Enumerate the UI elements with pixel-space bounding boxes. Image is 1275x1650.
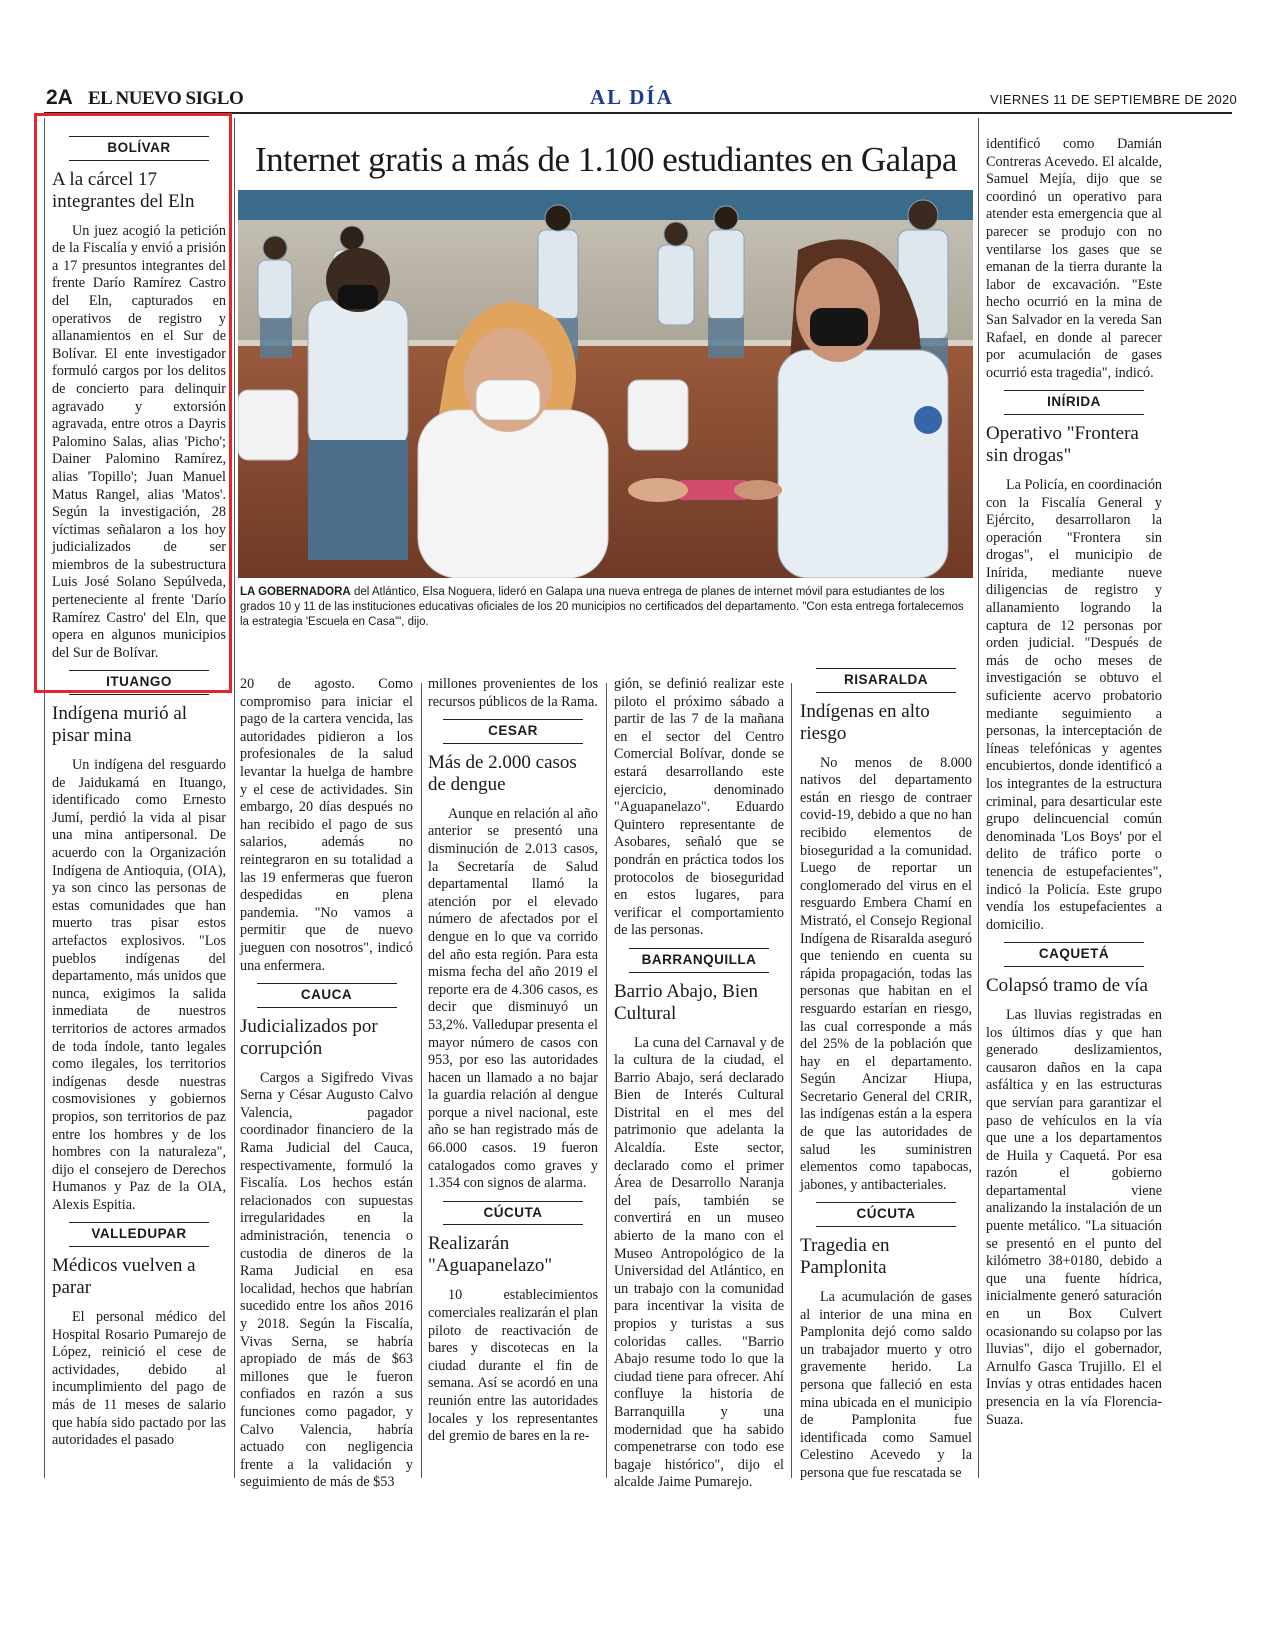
page-number: 2A bbox=[46, 86, 73, 109]
article-body-continued: gión, se definió realizar este piloto el próximo sábado a partir de las 7 de la mañana en el sector del Centro Comercial Bolívar, donde se estará desarrollando este ejercicio, denominado "Aguapanelazo". Eduardo Quintero representante de Asobares, señaló que se pondrán en práctica todos los protocolos de bioseguridad en estos lugares, para verificar el comportamiento de las personas. bbox=[614, 676, 784, 939]
article-body: Un indígena del resguardo de Jaidukamá en Ituango, identificado como Ernesto Jumí, perdió la vida al pisar una mina antipersonal. De acuerdo con la Organización Indígena de Antioquia, (OIA), ya son cinco las personas de estas comunidades que han muerto tras pisar estos artefactos explosivos. "Los pueblos indígenas del departamento, más unidos que nunca, exigimos la salida inmediata de nuestros territorios de actores armados de toda índole, tanto legales como ilegales, los territorios indígenas desde nuestras cosmovisiones y gobiernos propios, son territorios de paz entre los hombres y de los hombres con la naturaleza", dijo el consejero de Derechos Humanos y Paz de la OIA, Alexis Espitia. bbox=[52, 757, 226, 1213]
article-body-continued: 20 de agosto. Como compromiso para iniciar el pago de la cartera vencida, las autoridades pidieron a los profesionales de la salud levantar la huelga de hambre y el cese de actividades. Sin embargo, 20 días después no han recibido el pago de sus salarios, además no reintegraron en su totalidad a las 19 enfermeras que fueron despedidas en plena pandemia. "No vamos a permitir que de nuevo jueguen con nosotros", indicó una enfermera. bbox=[240, 676, 413, 974]
section-tag: CÚCUTA bbox=[816, 1202, 956, 1227]
article-headline: Realizarán "Aguapanelazo" bbox=[428, 1233, 553, 1277]
issue-date: VIERNES 11 DE SEPTIEMBRE DE 2020 bbox=[990, 92, 1238, 107]
article-body: La acumulación de gases al interior de una mina en Pamplonita dejó como saldo un trabajador muerto y otro gravemente herido. La persona que falleció en esta mina ubicada en el municipio de Pamplonita fue identificada como Samuel Celestino Acevedo y la persona que fue rescatada se bbox=[800, 1289, 972, 1481]
highlight-box bbox=[34, 113, 232, 693]
article-headline: Más de 2.000 casos de dengue bbox=[428, 751, 577, 795]
newspaper-name: EL NUEVO SIGLO bbox=[88, 88, 244, 109]
caption-text: del Atlántico, Elsa Noguera, lideró en Galapa una nueva entrega de planes de internet móvil para estudiantes de los grados 10 y 11 de las instituciones educativas oficiales de los 20 municipios no certificados del departamento. "Con esta entrega fortalecemos la estrategia 'Escuela en Casa'", dijo. bbox=[240, 586, 964, 628]
section-tag: CESAR bbox=[443, 719, 583, 744]
article-body: No menos de 8.000 nativos del departamento están en riesgo de contraer covid-19, debido a que no han recibido elementos de bioseguridad a la comunidad. Luego de reportar un conglomerado del virus en el resguardo Embera Chamí en Mistrató, el Consejo Regional Indígena de Risaralda aseguró que teniendo en cuenta su rápida propagación, todas las personas que habitan en el resguardo estarían en riesgo, las cual corresponde a más del 25% de la población que hay en el departamento. Según Ancizar Hiupa, Secretario General del CRIR, las indígenas están a la espera de que las autoridades de salud les suministren elementos como tapabocas, jabones, y antibacteriales. bbox=[800, 754, 972, 1193]
column-6 bbox=[986, 136, 1162, 1429]
column-3 bbox=[428, 676, 598, 1446]
article-headline: Indígena murió al pisar mina bbox=[52, 703, 188, 747]
article-headline: Operativo "Frontera sin drogas" bbox=[986, 422, 1139, 466]
column-5 bbox=[800, 668, 972, 1483]
article-headline: Colapsó tramo de vía bbox=[986, 974, 1148, 996]
section-tag: ITUANGO bbox=[69, 670, 209, 695]
section-tag: RISARALDA bbox=[816, 668, 956, 693]
column-4 bbox=[614, 676, 784, 1492]
section-tag: INÍRIDA bbox=[1004, 390, 1144, 415]
column-rule bbox=[234, 118, 235, 1478]
article-headline: Indígenas en alto riesgo bbox=[800, 700, 930, 744]
article-headline: Judicializados por corrupción bbox=[240, 1015, 378, 1059]
article-headline: Médicos vuelven a parar bbox=[52, 1255, 196, 1299]
article-body-continued: millones provenientes de los recursos públicos de la Rama. bbox=[428, 676, 598, 710]
article-body: Cargos a Sigifredo Vivas Serna y César Augusto Calvo Valencia, pagador coordinador financiero de la Rama Judicial del Cauca, respectivamente, formuló la Fiscalía. Los hechos están relacionados con supuestas irregularidades en la administración, tenencia o custodia de dineros de la Rama Judicial en esa localidad, hechos que habrían sucedido entre los años 2016 y 2018. Según la Fiscalía, Vivas Serna, se habría apropiado de más de $63 millones que le fueron confiados en razón a sus funciones como pagador, y Calvo Valencia, habría actuado con negligencia frente a la validación y seguimiento de más de $53 bbox=[240, 1069, 413, 1491]
column-rule bbox=[978, 118, 979, 1478]
section-tag: CÚCUTA bbox=[443, 1201, 583, 1226]
article-headline: Barrio Abajo, Bien Cultural bbox=[614, 980, 759, 1024]
column-rule bbox=[421, 683, 422, 1478]
article-body: La Policía, en coordinación con la Fiscalía General y Ejército, desarrollaron la operación "Frontera sin drogas", el municipio de Inírida, mediante nueve diligencias de registro y allanamiento logrando la captura de 12 personas por orden judicial. "Después de más de ocho meses de investigación se obtuvo el suficiente acervo probatorio mediante seguimiento a personas, la interceptación de líneas telefónicas y agentes encubiertos, donde identificó a los integrantes de la estructura criminal, para desarticular este grupo delincuencial común denominada 'Los Boys' por el delito de tráfico porte o tenencia de estupefacientes", indicó la Policía. Este grupo vendía los estupefacientes a domicilio. bbox=[986, 476, 1163, 933]
main-headline: Internet gratis a más de 1.100 estudiantes en Galapa bbox=[255, 140, 957, 179]
article-headline: Tragedia en Pamplonita bbox=[800, 1235, 890, 1279]
main-photo bbox=[238, 190, 973, 578]
column-2 bbox=[240, 676, 413, 1492]
caption-lead: LA GOBERNADORA bbox=[240, 586, 351, 598]
section-tag: BARRANQUILLA bbox=[629, 948, 769, 973]
article-body: Un juez acogió la petición de la Fiscalía y envió a prisión a 17 presuntos integrantes del frente Darío Ramírez Castro del Eln, capturados en operativos de registro y allanamientos en el Sur de Bolívar. El ente investigador formuló cargos por los delitos de concierto para delinquir agravado y extorsión agravada, entre otros a Dayris Palomino Salas, alias 'Picho'; Dainer Palomino Ramírez, alias 'Topillo'; Juan Manuel Matus Rangel, alias 'Matos'. Según la investigación, 28 víctimas señalaron a los hoy judicializados de ser miembros de la subestructura Luis José Solano Sepúlveda, perteneciente al frente 'Darío Ramírez Castro' del Eln, que opera en algunos municipios del Sur de Bolívar. bbox=[52, 222, 226, 661]
article-body: El personal médico del Hospital Rosario Pumarejo de López, reinició el cese de actividades, debido al incumplimiento del pago de más de 11 meses de salario que había sido pactado por las autoridades el pasado bbox=[52, 1309, 226, 1449]
article-body: Aunque en relación al año anterior se presentó una disminución de 2.013 casos, la Secretaría de Salud departamental llamó la atención por el elevado número de afectados por el dengue en lo que va corrido del año esta región. Para esta misma fecha del año 2019 el reporte era de 4.306 casos, es decir que disminuyó un 53,2%. Valledupar presenta el mayor número de casos con 953, por eso las autoridades hacen un llamado a no bajar la guardia relación al dengue porque a nivel nacional, este año se han registrado más de 66.000 casos. 19 fueron catalogados como graves y 1.354 con signos de alarma. bbox=[428, 805, 598, 1192]
column-rule bbox=[606, 683, 607, 1478]
article-body: Las lluvias registradas en los últimos días y que han generado deslizamientos, causaron daños en la capa asfáltica y en las estructuras que servían para garantizar el paso de vehículos en la vía que une a los departamentos de Huila y Caquetá. Por esa razón el gobierno departamental viene analizando la instalación de un puente metálico. "La situación se presentó en el punto del kilómetro 38+0180, debido a que una fuente hídrica, inicialmente generó saturación en un Box Culvert ocasionando su colapso por las lluvias", dijo el gobernador, Arnulfo Gasca Trujillo. El el Invías y otras entidades hacen presencia en la vía Florencia-Suaza. bbox=[986, 1006, 1162, 1428]
section-name: AL DÍA bbox=[590, 85, 674, 109]
section-tag: CAUCA bbox=[257, 983, 397, 1008]
photo-caption bbox=[240, 585, 970, 630]
article-body: La cuna del Carnaval y de la cultura de la ciudad, el Barrio Abajo, será declarado Bien de Interés Cultural Distrital en el mes del patrimonio que adelanta la Alcaldía. Este sector, declarado como el primer Área de Desarrollo Naranja del país, también se convertirá en un museo abierto de la mano con el Museo Antropológico de la Universidad del Atlántico, en un trabajo con la comunidad para incentivar la visita de propios y turistas a sus coloridas calles. "Barrio Abajo resume todo lo que la ciudad tiene para ofrecer. Ahí confluye la historia de Barranquilla y una modernidad que ha sabido compenetrarse con todo ese bagaje histórico", dijo el alcalde Jaime Pumarejo. bbox=[614, 1034, 784, 1491]
section-tag: CAQUETÁ bbox=[1004, 942, 1144, 967]
section-tag: BOLÍVAR bbox=[69, 136, 209, 161]
article-body: 10 establecimientos comerciales realizarán el plan piloto de reactivación de bares y discotecas en la ciudad durante el fin de semana. Así se acordó en una reunión entre las autoridades locales y los representantes del gremio de bares en la re- bbox=[428, 1287, 598, 1445]
column-rule bbox=[791, 683, 792, 1478]
section-tag: VALLEDUPAR bbox=[69, 1222, 209, 1247]
article-headline: A la cárcel 17 integrantes del Eln bbox=[52, 168, 195, 212]
article-body-continued: identificó como Damián Contreras Acevedo. El alcalde, Samuel Mejía, dijo que se coordinó un operativo para atender esta emergencia que al parecer se produjo con no ventilarse los gases que se emanan de la tierra durante la labor de excavación. "Este hecho ocurrió en la mina de San Salvador en la vereda San Rafael, en donde al parecer por acumulación de gases ocurrió esta tragedia", indicó. bbox=[986, 136, 1162, 381]
